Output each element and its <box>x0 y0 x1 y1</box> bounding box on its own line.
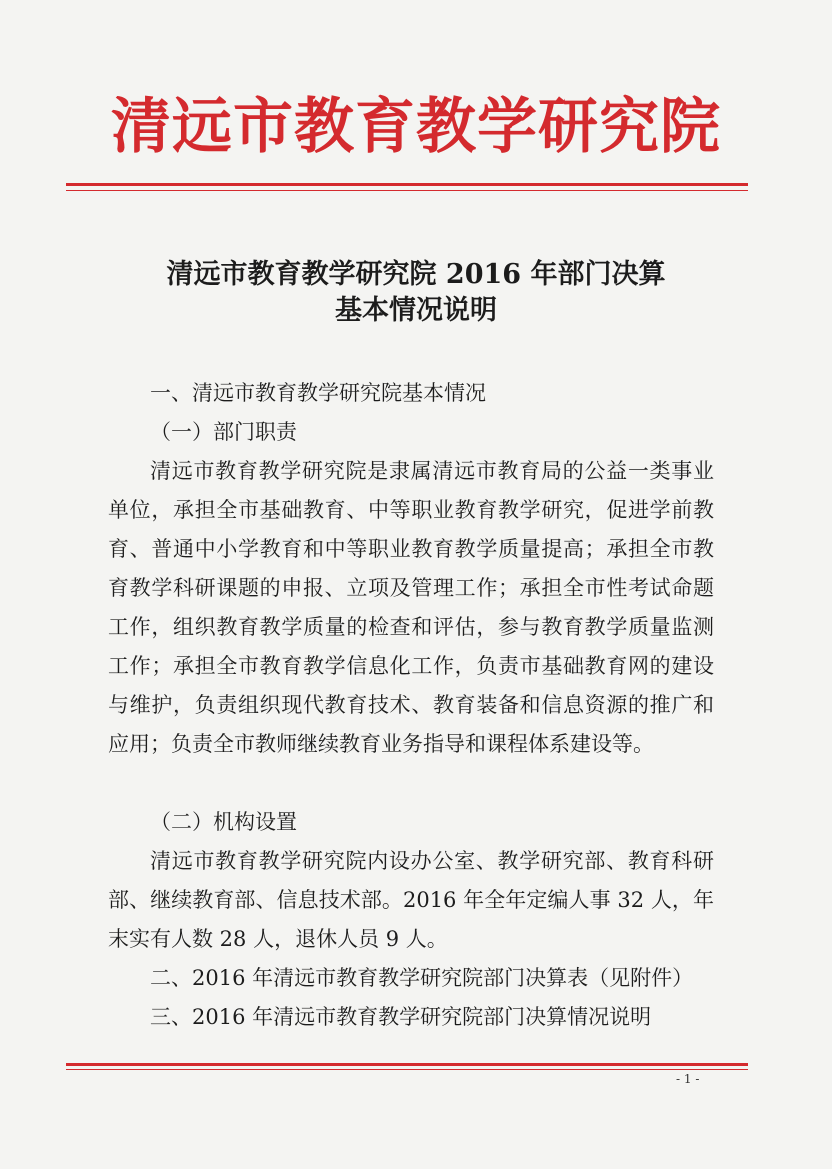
footer-rule-thin <box>66 1069 748 1070</box>
footer-rule-thick <box>66 1063 748 1066</box>
letterhead-title: 清远市教育教学研究院 <box>111 92 721 162</box>
sub1-paragraph: 清远市教育教学研究院是隶属清远市教育局的公益一类事业单位，承担全市基础教育、中等职业教育教学研究，促进学前教育、普通中小学教育和中等职业教育教学质量提高；承担全市教育教学科研课题的申报、立项及管理工作；承担全市性考试命题工作，组织教育教学质量的检查和评估，参与教育教学质量监测工作；承担全市教育教学信息化工作，负责市基础教育网的建设与维护，负责组织现代教育技术、教育装备和信息资源的推广和应用；负责全市教师继续教育业务指导和课程体系建设等。 <box>108 459 714 756</box>
letterhead-rule-thick <box>66 183 748 186</box>
section3-heading: 三、2016 年清远市教育教学研究院部门决算情况说明 <box>150 1005 652 1029</box>
sub2-paragraph: 清远市教育教学研究院内设办公室、教学研究部、教育科研部、继续教育部、信息技术部。2016 年全年定编人事 32 人，年末实有人数 28 人，退休人员 9 人。 <box>108 849 714 951</box>
sub1-heading: （一）部门职责 <box>150 420 297 444</box>
page-number: - 1 - <box>676 1072 700 1086</box>
letterhead-rule-thin <box>66 190 748 191</box>
document-title-line1: 清远市教育教学研究院 2016 年部门决算 <box>166 259 666 290</box>
sub2-heading: （二）机构设置 <box>150 810 297 834</box>
section1-heading: 一、清远市教育教学研究院基本情况 <box>150 381 486 405</box>
document-title-line2: 基本情况说明 <box>335 295 497 326</box>
section2-heading: 二、2016 年清远市教育教学研究院部门决算表（见附件） <box>150 966 694 990</box>
